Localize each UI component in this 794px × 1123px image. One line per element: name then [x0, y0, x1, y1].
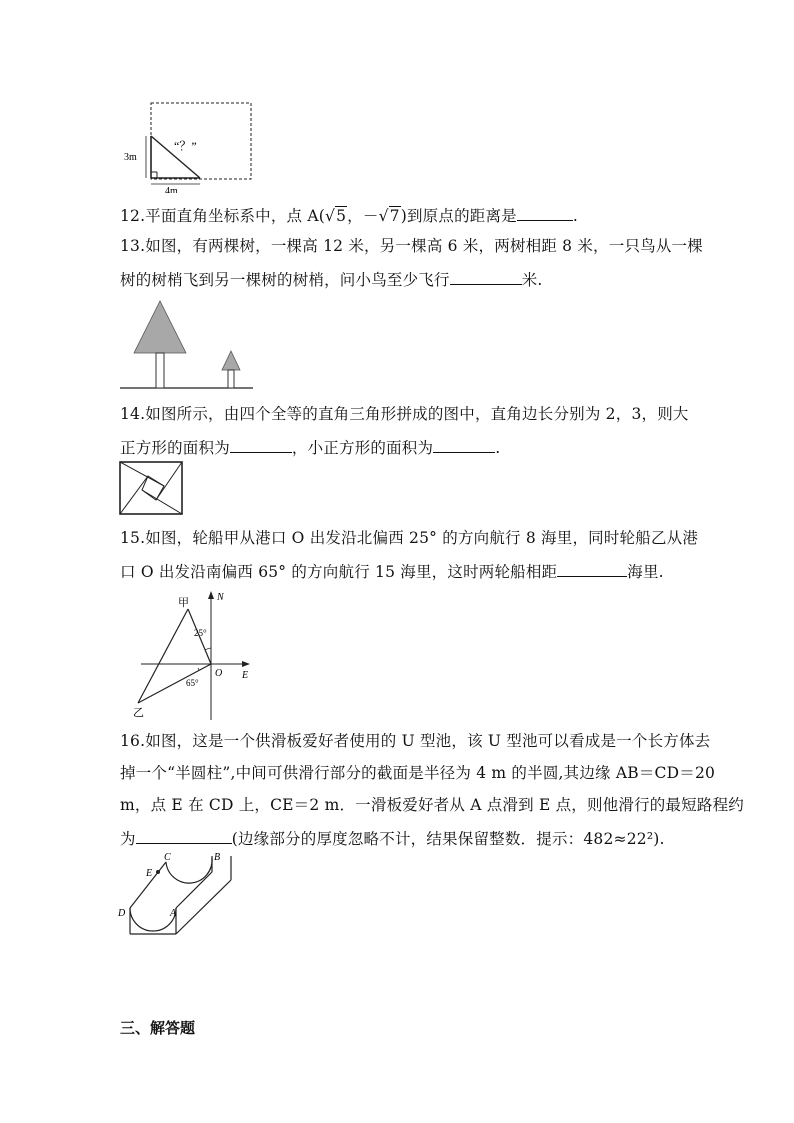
tall-tree-crown — [134, 301, 186, 353]
sqrt-5: √5 — [325, 207, 347, 225]
width-label: 4m — [165, 186, 178, 193]
tall-tree-trunk — [156, 353, 164, 388]
question-16-line-3: m，点 E 在 CD 上，CE＝2 m．一滑板爱好者从 A 点滑到 E 点，则他滑行的最短路程约 — [120, 796, 744, 814]
ship-a-label: 甲 — [178, 597, 189, 609]
figure-q15-ships — [128, 586, 263, 721]
short-tree-trunk — [228, 370, 234, 388]
answer-blank-q12[interactable] — [517, 203, 573, 221]
question-13-line-1: 13.如图，有两棵树，一棵高 12 米，另一棵高 6 米，两树相距 8 米，一只鸟从一棵 — [120, 237, 703, 255]
section-title-answer-questions: 三、解答题 — [120, 1019, 196, 1037]
angle-65-label: 65° — [186, 678, 199, 688]
question-16-line-1: 16.如图，这是一个供滑板爱好者使用的 U 型池，该 U 型池可以看成是一个长方体去 — [120, 732, 711, 750]
question-label: “？” — [174, 139, 197, 153]
answer-blank-q14-small[interactable] — [433, 435, 495, 453]
label-c: C — [164, 852, 171, 863]
figure-q11 — [120, 98, 260, 193]
north-label: N — [217, 592, 224, 603]
east-label: E — [242, 670, 249, 681]
answer-blank-q13[interactable] — [450, 267, 522, 285]
question-14-line-2: 正方形的面积为 ，小正方形的面积为 . — [120, 435, 500, 459]
short-tree-crown — [222, 351, 240, 370]
figure-q16-u-pool — [114, 850, 239, 942]
label-a: A — [170, 908, 177, 919]
figure-q14-square — [118, 460, 186, 518]
angle-25-label: 25° — [194, 628, 207, 638]
origin-label: O — [215, 668, 223, 679]
question-13-line-2: 树的树梢飞到另一棵树的树梢，问小鸟至少飞行 米. — [120, 267, 543, 291]
edge-ab — [176, 872, 212, 908]
label-e: E — [146, 868, 153, 879]
label-d: D — [118, 908, 126, 919]
label-b: B — [214, 852, 221, 863]
large-square — [120, 462, 182, 514]
answer-blank-q15[interactable] — [557, 559, 627, 577]
question-16-line-4: 为 (边缘部分的厚度忽略不计，结果保留整数．提示：482≈22²). — [120, 826, 665, 850]
sqrt-7: √7 — [378, 207, 400, 225]
ship-b-label: 乙 — [133, 707, 144, 719]
answer-blank-q16[interactable] — [136, 826, 232, 844]
height-label: 3m — [124, 152, 137, 163]
question-16-line-2: 掉一个“半圆柱”,中间可供滑行部分的截面是半径为 4 m 的半圆,其边缘 AB＝CD＝20 — [120, 764, 716, 782]
dashed-rectangle — [151, 103, 251, 179]
figure-q13-trees — [118, 298, 258, 393]
point-e — [156, 870, 160, 874]
segment-ab — [138, 609, 188, 703]
question-14-line-1: 14.如图所示，由四个全等的直角三角形拼成的图中，直角边长分别为 2，3，则大 — [120, 405, 689, 423]
answer-blank-q14-large[interactable] — [230, 435, 292, 453]
question-15-line-1: 15.如图，轮船甲从港口 O 出发沿北偏西 25° 的方向航行 8 海里，同时轮船乙从港 — [120, 529, 699, 547]
question-12: 12.平面直角坐标系中，点 A(√5，－√7)到原点的距离是 . — [120, 203, 578, 227]
question-15-line-2: 口 O 出发沿南偏西 65° 的方向航行 15 海里，这时两轮船相距 海里. — [120, 559, 664, 583]
